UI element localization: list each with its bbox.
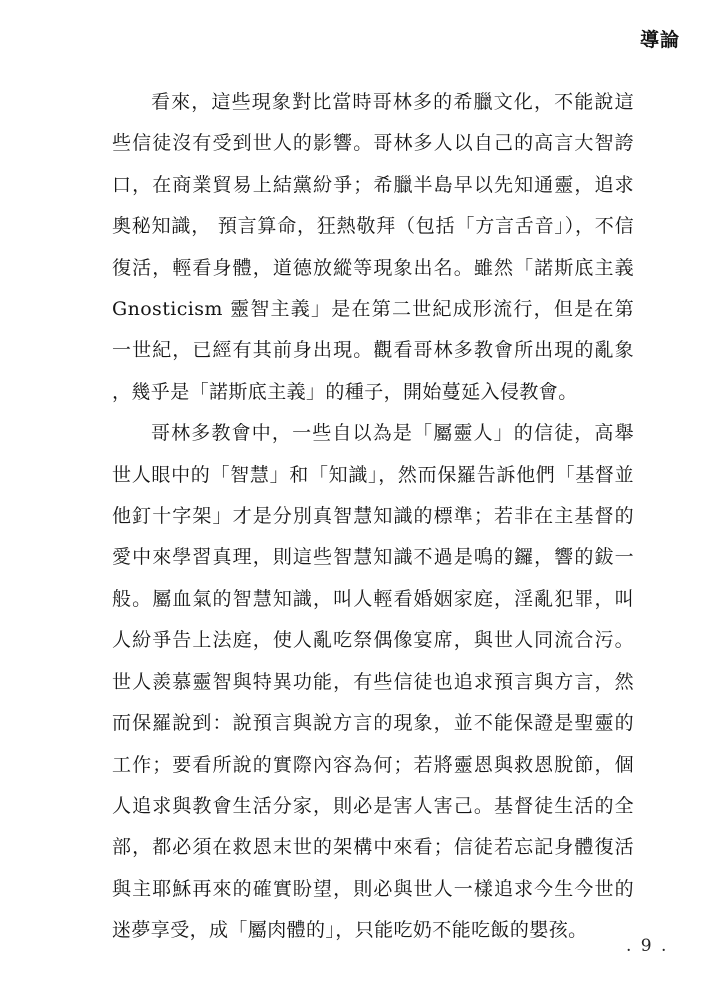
paragraph-2: 哥林多教會中，一些自以為是「屬靈人」的信徒，高舉世人眼中的「智慧」和「知識」，然而保羅告訴他們「基督並他釘十字架」才是分別真智慧知識的標準；若非在主基督的愛中來學習真理，則這些智慧知識不過是鳴的鑼，響的鈸一般。屬血氣的智慧知識，叫人輕看婚姻家庭，淫亂犯罪，叫人紛爭告上法庭，使人亂吃祭偶像宴席，與世人同流合污。世人羨慕靈智與特異功能，有些信徒也追求預言與方言，然而保羅說到：說預言與說方言的現象，並不能保證是聖靈的工作；要看所說的實際內容為何；若將靈恩與救恩脫節，個人追求與教會生活分家，則必是害人害己。基督徒生活的全部，都必須在救恩末世的架構中來看；信徒若忘記身體復活與主耶穌再來的確實盼望，則必與世人一樣追求今生今世的迷夢享受，成「屬肉體的」，只能吃奶不能吃飯的嬰孩。 (112, 422, 634, 942)
paragraph-1: 看來，這些現象對比當時哥林多的希臘文化，不能說這些信徒沒有受到世人的影響。哥林多人以自己的高言大智誇口，在商業貿易上結黨紛爭；希臘半島早以先知通靈，追求奧秘知識， 預言算命，狂熱敬拜（包括「方言舌音」），不信復活，輕看身體，道德放縱等現象出名。雖然「諾斯底主義 Gnosticism 靈智主義」是在第二世紀成形流行，但是在第一世紀，已經有其前身出現。觀看哥林多教會所出現的亂象，幾乎是「諾斯底主義」的種子，開始蔓延入侵教會。 (112, 91, 634, 403)
page-number: . 9 . (626, 936, 669, 956)
running-head-title: 導論 (639, 29, 680, 51)
body-text (112, 82, 634, 952)
